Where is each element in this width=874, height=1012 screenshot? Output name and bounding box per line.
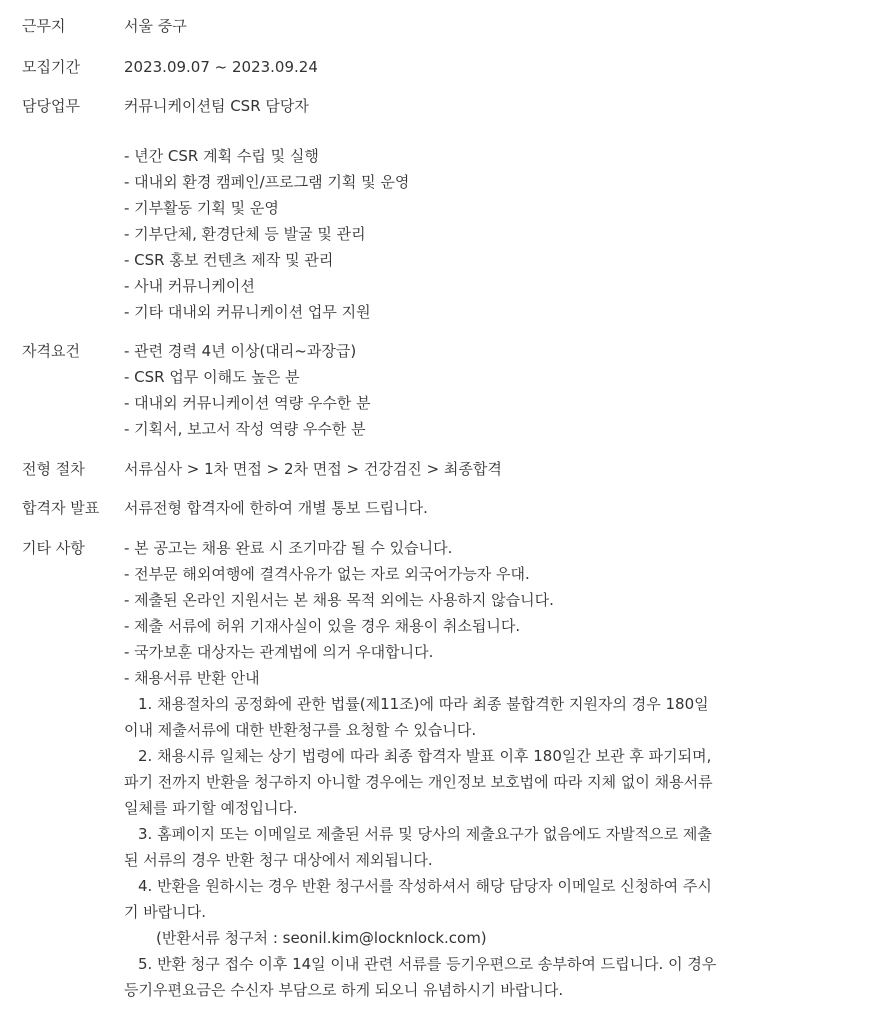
- duty-item: - 기부활동 기획 및 운영: [124, 199, 279, 217]
- period-label: 모집기간: [22, 58, 80, 76]
- etc-value: [124, 535, 734, 1003]
- qualification-item: - 대내외 커뮤니케이션 역량 우수한 분: [124, 394, 371, 412]
- return-note-2-line-2: 파기 전까지 반환을 청구하지 아니할 경우에는 개인정보 보호법에 따라 지체 없이 채용서류: [124, 773, 713, 791]
- return-note-3-line-1: 3. 홈페이지 또는 이메일로 제출된 서류 및 당사의 제출요구가 없음에도 자발적으로 제출: [138, 825, 712, 843]
- return-note-4-line-1: 4. 반환을 원하시는 경우 반환 청구서를 작성하셔서 해당 담당자 이메일로 신청하여 주시: [138, 877, 712, 895]
- qualification-item: - 기획서, 보고서 작성 역량 우수한 분: [124, 420, 366, 438]
- duty-item: - 사내 커뮤니케이션: [124, 277, 255, 295]
- return-note-2-line-1: 2. 채용시류 일체는 상기 법령에 따라 최종 합격자 발표 이후 180일간 보관 후 파기되며,: [138, 747, 712, 765]
- location-label: 근무지: [22, 17, 66, 35]
- return-note-5-line-1: 5. 반환 청구 접수 이후 14일 이내 관련 서류를 등기우편으로 송부하여 드립니다. 이 경우: [138, 955, 717, 973]
- etc-item: - 제출 서류에 허위 기재사실이 있을 경우 채용이 취소됩니다.: [124, 617, 521, 635]
- return-note-3-line-2: 된 서류의 경우 반환 청구 대상에서 제외됩니다.: [124, 851, 433, 869]
- duty-value: [124, 93, 734, 325]
- qualification-item: - 관련 경력 4년 이상(대리~과장급): [124, 342, 357, 360]
- qualification-label: 자격요건: [22, 342, 80, 360]
- announce-value: 서류전형 합격자에 한하여 개별 통보 드립니다.: [124, 499, 428, 517]
- qualification-value: [124, 338, 734, 442]
- etc-label: 기타 사항: [22, 539, 85, 557]
- location-value: 서울 중구: [124, 17, 187, 35]
- announce-label: 합격자 발표: [22, 499, 100, 517]
- period-value: 2023.09.07 ~ 2023.09.24: [124, 58, 318, 76]
- duty-item: - 년간 CSR 계획 수립 및 실행: [124, 147, 319, 165]
- return-note-2-line-3: 일체를 파기할 예정입니다.: [124, 799, 298, 817]
- duty-label: 담당업무: [22, 97, 80, 115]
- etc-item: - 국가보훈 대상자는 관계법에 의거 우대합니다.: [124, 643, 434, 661]
- return-note-5-line-2: 등기우편요금은 수신자 부담으로 하게 되오니 유념하시기 바랍니다.: [124, 981, 564, 999]
- duty-item: - 대내외 환경 캠페인/프로그램 기획 및 운영: [124, 173, 410, 191]
- etc-item: - 채용서류 반환 안내: [124, 669, 260, 687]
- duty-title: 커뮤니케이션팀 CSR 담당자: [124, 97, 309, 115]
- duty-item: - CSR 홍보 컨텐츠 제작 및 관리: [124, 251, 334, 269]
- duty-spacer: [124, 119, 734, 143]
- duty-item: - 기부단체, 환경단체 등 발굴 및 관리: [124, 225, 366, 243]
- return-contact-email: (반환서류 청구처 : seonil.kim@locknlock.com): [156, 929, 487, 947]
- duty-item: - 기타 대내외 커뮤니케이션 업무 지원: [124, 303, 371, 321]
- return-note-4-line-2: 기 바랍니다.: [124, 903, 206, 921]
- return-note-1-line-2: 이내 제출서류에 대한 반환청구를 요청할 수 있습니다.: [124, 721, 477, 739]
- process-value: 서류심사 > 1차 면접 > 2차 면접 > 건강검진 > 최종합격: [124, 460, 502, 478]
- etc-item: - 제출된 온라인 지원서는 본 채용 목적 외에는 사용하지 않습니다.: [124, 591, 554, 609]
- process-label: 전형 절차: [22, 460, 85, 478]
- etc-item: - 전부문 해외여행에 결격사유가 없는 자로 외국어가능자 우대.: [124, 565, 530, 583]
- etc-item: - 본 공고는 채용 완료 시 조기마감 될 수 있습니다.: [124, 539, 453, 557]
- return-note-1-line-1: 1. 채용절차의 공정화에 관한 법률(제11조)에 따라 최종 불합격한 지원자의 경우 180일: [138, 695, 709, 713]
- qualification-item: - CSR 업무 이해도 높은 분: [124, 368, 300, 386]
